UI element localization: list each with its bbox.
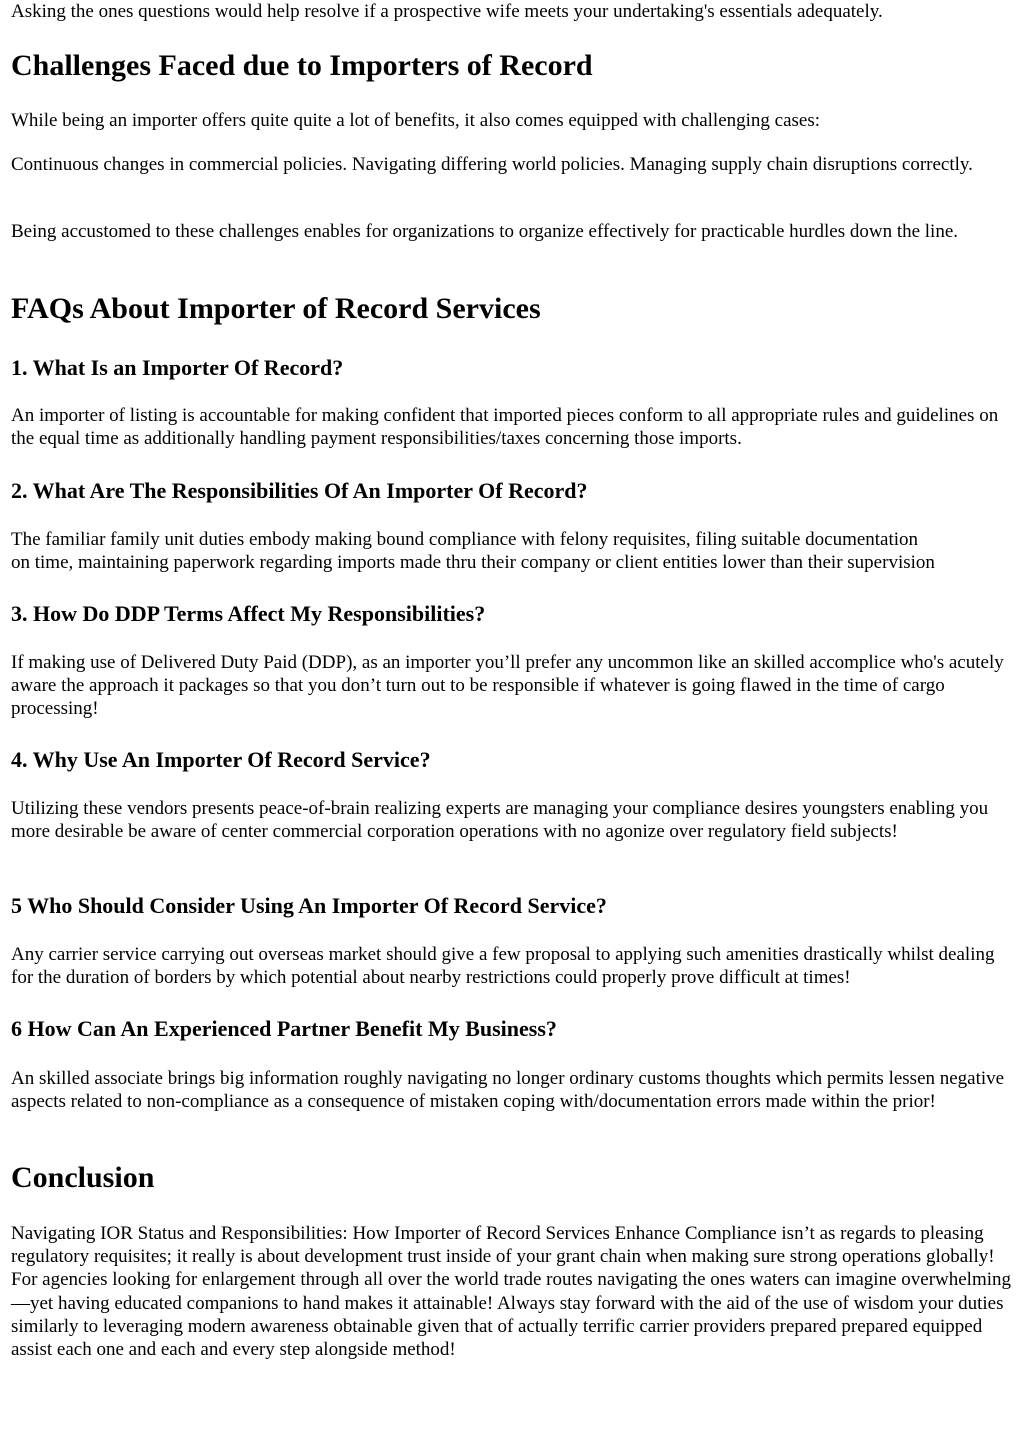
faq-answer-6: An skilled associate brings big information roughly navigating no longer ordinary customs thoughts which permits lessen negative aspects related to non-compliance as a consequence of mistaken coping with/documentation errors made within the prior!: [11, 1068, 1005, 1113]
conclusion-paragraph: Navigating IOR Status and Responsibilities: How Importer of Record Services Enhance Compliance isn’t as regards to pleasing regulatory requisites; it really is about development trust inside of your grant chain when making sure strong operations globally! For agencies looking for enlargement through all over the world trade routes navigating the ones waters can imagine overwhelming—yet having educated companions to hand makes it attainable! Always stay forward with the aid of the use of wisdom your duties similarly to leveraging modern awareness obtainable given that of actually terrific carrier providers prepared prepared equipped assist each one and each and every step alongside method!: [11, 1223, 1012, 1361]
faq-answer-3: If making use of Delivered Duty Paid (DDP), as an importer you’ll prefer any uncommon like an skilled accomplice who's acutely aware the approach it packages so that you don’t turn out to be responsible if whatever is going flawed in the time of cargo processing!: [11, 652, 1004, 720]
faq-answer-1: An importer of listing is accountable for making confident that imported pieces conform to all appropriate rules and guidelines on the equal time as additionally handling payment responsibilities/taxes concerning those imports.: [11, 405, 999, 450]
challenges-heading: Challenges Faced due to Importers of Record: [11, 49, 593, 82]
faq-answer-5: Any carrier service carrying out overseas market should give a few proposal to applying such amenities drastically whilst dealing for the duration of borders by which potential about nearby restrictions could properly prove difficult at times!: [11, 944, 995, 989]
challenges-closing-paragraph: Being accustomed to these challenges enables for organizations to organize effectively for practicable hurdles down the line.: [11, 221, 959, 242]
intro-tail-paragraph: Asking the ones questions would help resolve if a prospective wife meets your undertaking's essentials adequately.: [11, 1, 883, 22]
conclusion-heading: Conclusion: [11, 1161, 155, 1194]
faq-answer-4: Utilizing these vendors presents peace-of-brain realizing experts are managing your compliance desires youngsters enabling you more desirable be aware of center commercial corporation operations with no agonize over regulatory field subjects!: [11, 798, 989, 843]
faq-answer-2-line-1: The familiar family unit duties embody making bound compliance with felony requisites, filing suitable documentation: [11, 529, 919, 550]
challenges-intro-paragraph: While being an importer offers quite quite a lot of benefits, it also comes equipped with challenging cases:: [11, 110, 821, 131]
faq-question-1: 1. What Is an Importer Of Record?: [11, 355, 344, 380]
faqs-heading: FAQs About Importer of Record Services: [11, 292, 541, 325]
faq-question-3: 3. How Do DDP Terms Affect My Responsibilities?: [11, 601, 486, 626]
faq-question-4: 4. Why Use An Importer Of Record Service?: [11, 747, 431, 772]
faq-question-6: 6 How Can An Experienced Partner Benefit My Business?: [11, 1016, 557, 1041]
faq-answer-2: [11, 528, 1017, 574]
faq-question-2: 2. What Are The Responsibilities Of An Importer Of Record?: [11, 478, 588, 503]
challenges-list-paragraph: Continuous changes in commercial policies. Navigating differing world policies. Managing supply chain disruptions correctly.: [11, 154, 973, 175]
faq-question-5: 5 Who Should Consider Using An Importer Of Record Service?: [11, 893, 607, 918]
faq-answer-2-line-2: on time, maintaining paperwork regarding imports made thru their company or client entities lower than their supervision: [11, 552, 935, 574]
